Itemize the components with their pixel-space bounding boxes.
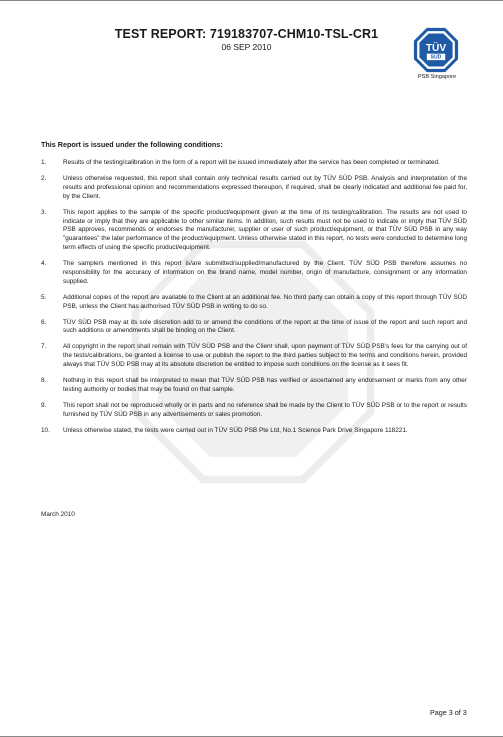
condition-text: Unless otherwise requested, this report shall contain only technical results carried out by TÜV SÜD PSB. Analysis and interpretation of the results and professional opinion and recommendations expressed thereupon, if required, shall be clearly indicated and additional fee paid for, by the Client. bbox=[63, 175, 467, 200]
footer-date: March 2010 bbox=[41, 511, 75, 518]
logo-text-sud: SÜD bbox=[430, 54, 442, 61]
condition-text: Nothing in this report shall be interpreted to mean that TÜV SÜD PSB has verified or ascertained any endorsement or marks from any other testing authority or bodies that may be found on that sample. bbox=[63, 377, 467, 393]
condition-item bbox=[41, 159, 467, 168]
condition-number: 8. bbox=[41, 377, 47, 385]
condition-number: 2. bbox=[41, 175, 47, 183]
condition-item bbox=[41, 427, 467, 436]
condition-item bbox=[41, 402, 467, 420]
condition-text: This report applies to the sample of the specific product/equipment given at the time of its testing/calibration. The results are not used to indicate or imply that they are applicable to other similar items. In addition, such results must not be used to indicate or imply that TÜV SÜD PSB approves, recommends or endorses the manufacturer, supplier or user of such product/equipment, or that TÜV SÜD PSB in any way "guarantees" the later performance of the product/equipment. Unless otherwise stated in this report, no tests were conducted to determine long term effects of using the specific product/equipment. bbox=[63, 208, 467, 251]
condition-text: The sample/s mentioned in this report is/are submitted/supplied/manufactured by the Client. TÜV SÜD PSB therefore assumes no responsibility for the accuracy of information on the brand name, model number, origin of manufacture, consignment or any information supplied. bbox=[63, 260, 467, 285]
condition-item bbox=[41, 343, 467, 369]
page-number: Page 3 of 3 bbox=[430, 708, 467, 717]
condition-number: 3. bbox=[41, 208, 47, 216]
condition-item bbox=[41, 260, 467, 286]
condition-number: 10. bbox=[41, 426, 50, 434]
tuv-sud-logo-icon bbox=[413, 27, 459, 73]
condition-item bbox=[41, 175, 467, 201]
condition-item bbox=[41, 377, 467, 395]
logo-text-tuv: TÜV bbox=[425, 42, 447, 54]
condition-number: 1. bbox=[41, 159, 47, 166]
condition-number: 5. bbox=[41, 293, 47, 301]
conditions-list bbox=[41, 159, 467, 443]
condition-text: This report shall not be reproduced wholly or in parts and no reference shall be made by the Client to TÜV SÜD PSB or to the report or results furnished by TÜV SÜD PSB in any advertisements or sales promotion. bbox=[63, 401, 467, 418]
condition-text: Additional copies of the report are available to the Client at an additional fee. No third party can obtain a copy of this report through TÜV SÜD PSB, unless the Client has authorised TÜV SÜD PSB in writing to do so. bbox=[63, 293, 467, 310]
condition-text: Results of the testing/calibration in the form of a report will be issued immediately after the service has been completed or terminated. bbox=[63, 159, 440, 166]
condition-item bbox=[41, 209, 467, 253]
condition-number: 6. bbox=[41, 318, 47, 326]
condition-item bbox=[41, 319, 467, 337]
condition-text: All copyright in the report shall remain with TÜV SÜD PSB and the Client shall, upon payment of TÜV SÜD PSB's fees for the carrying out of the tests/calibrations, be granted a license to use or publish the report to the third parties subject to the terms and conditions herein, provided always that TÜV SÜD PSB may at its absolute discretion be entitled to impose such conditions on the license as it sees fit. bbox=[63, 343, 467, 369]
condition-text: TÜV SÜD PSB may at its sole discretion add to or amend the conditions of the report at the time of issue of the report and such report and such additions or amendments shall be binding on the Client. bbox=[63, 318, 467, 335]
report-title: TEST REPORT: 719183707-CHM10-TSL-CR1 bbox=[114, 27, 379, 41]
logo-caption: PSB Singapore bbox=[417, 74, 457, 80]
condition-number: 9. bbox=[41, 401, 47, 409]
condition-text: Unless otherwise stated, the tests were carried out in TÜV SÜD PSB Pte Ltd, No.1 Science Park Drive Singapore 118221. bbox=[63, 426, 408, 434]
condition-number: 4. bbox=[41, 260, 47, 268]
conditions-heading: This Report is issued under the following conditions: bbox=[41, 140, 223, 149]
condition-number: 7. bbox=[41, 343, 47, 351]
condition-item bbox=[41, 294, 467, 312]
report-date: 06 SEP 2010 bbox=[221, 42, 272, 52]
